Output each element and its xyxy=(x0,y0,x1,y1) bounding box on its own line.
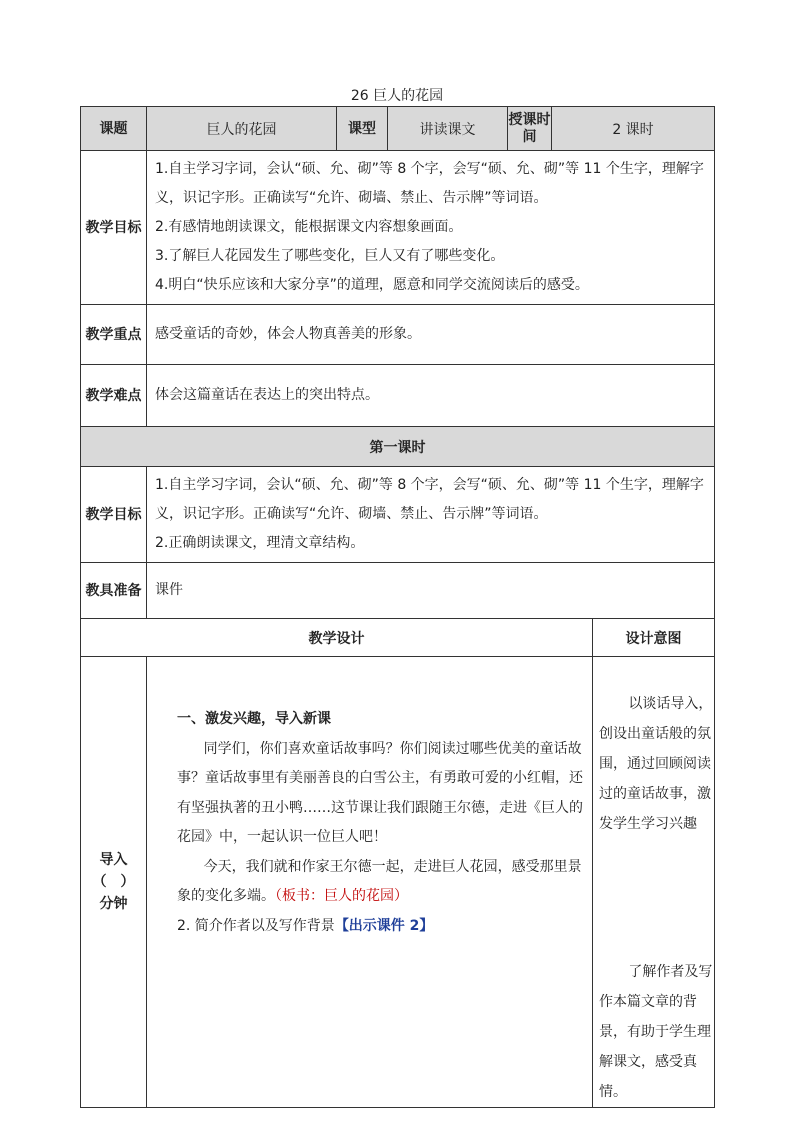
difficulties-label: 教学难点 xyxy=(81,365,147,427)
first-lesson-title: 第一课时 xyxy=(81,427,715,467)
intro-label xyxy=(81,657,147,1108)
key-points-label: 教学重点 xyxy=(81,305,147,365)
intro-paragraph-text: 今天，我们就和作家王尔德一起，走进巨人花园，感受那里景象的变化多端。 xyxy=(177,858,582,904)
objectives-content xyxy=(147,151,715,305)
first-lesson-objectives-content xyxy=(147,467,715,563)
first-lesson-row xyxy=(81,427,715,467)
intro-step-text: 2. 简介作者以及写作背景 xyxy=(177,917,335,934)
design-header: 教学设计 xyxy=(81,619,593,657)
board-note: （板书：巨人的花园） xyxy=(275,888,408,904)
key-points-row xyxy=(81,305,715,365)
design-header-row xyxy=(81,619,715,657)
intro-label-line: （ ） xyxy=(92,874,135,890)
objectives-label: 教学目标 xyxy=(81,151,147,305)
time-label: 授课时间 xyxy=(508,107,552,151)
objective-item: 4.明白“快乐应该和大家分享”的道理，愿意和同学交流阅读后的感受。 xyxy=(155,277,589,293)
header-row xyxy=(81,107,715,151)
intro-paragraph xyxy=(177,853,590,912)
first-lesson-objectives-label: 教学目标 xyxy=(81,467,147,563)
first-lesson-objectives-row xyxy=(81,467,715,563)
objective-item: 2.正确朗读课文，理清文章结构。 xyxy=(155,535,365,551)
materials-row xyxy=(81,563,715,619)
materials-text: 课件 xyxy=(147,563,715,619)
type-value: 讲读课文 xyxy=(388,107,508,151)
type-label: 课型 xyxy=(337,107,388,151)
objective-item: 3.了解巨人花园发生了哪些变化，巨人又有了哪些变化。 xyxy=(155,248,505,264)
intro-content xyxy=(147,657,593,1108)
objective-item: 2.有感情地朗读课文，能根据课文内容想象画面。 xyxy=(155,219,463,235)
key-points-text: 感受童话的奇妙，体会人物真善美的形象。 xyxy=(147,305,715,365)
spacer xyxy=(599,839,714,957)
time-value: 2 课时 xyxy=(552,107,715,151)
lesson-plan-table xyxy=(80,106,715,1108)
intro-label-line: 分钟 xyxy=(99,896,128,912)
difficulties-row xyxy=(81,365,715,427)
intro-row xyxy=(81,657,715,1108)
intro-paragraph: 同学们，你们喜欢童话故事吗？你们阅读过哪些优美的童话故事？童话故事里有美丽善良的白雪公主，有勇敢可爱的小红帽，还有坚强执著的丑小鸭……这节课让我们跟随王尔德，走进《巨人的花园》中，一起认识一位巨人吧！ xyxy=(177,740,583,845)
section-heading: 一、激发兴趣，导入新课 xyxy=(177,711,331,727)
lesson-value: 巨人的花园 xyxy=(147,107,337,151)
objective-item: 1.自主学习字词，会认“硕、允、砌”等 8 个字，会写“硕、允、砌”等 11 个生字，理解字义，识记字形。正确读写“允许、砌墙、禁止、告示牌”等词语。 xyxy=(155,161,704,206)
intent-paragraph: 了解作者及写作本篇文章的背景，有助于学生理解课文，感受真情。 xyxy=(599,964,713,1100)
difficulties-text: 体会这篇童话在表达上的突出特点。 xyxy=(147,365,715,427)
objective-item: 1.自主学习字词，会认“硕、允、砌”等 8 个字，会写“硕、允、砌”等 11 个生字，理解字义，识记字形。正确读写“允许、砌墙、禁止、告示牌”等词语。 xyxy=(155,477,704,522)
intent-header: 设计意图 xyxy=(593,619,715,657)
intro-step xyxy=(177,912,590,942)
intent-paragraph: 以谈话导入，创设出童话般的氛围，通过回顾阅读过的童话故事，激发学生学习兴趣 xyxy=(599,696,713,832)
materials-label: 教具准备 xyxy=(81,563,147,619)
lesson-label: 课题 xyxy=(81,107,147,151)
objectives-row xyxy=(81,151,715,305)
document-title: 26 巨人的花园 xyxy=(350,88,444,104)
slide-tag: 【出示课件 2】 xyxy=(334,917,434,934)
intent-content xyxy=(593,657,715,1108)
intro-label-line: 导入 xyxy=(99,852,128,868)
